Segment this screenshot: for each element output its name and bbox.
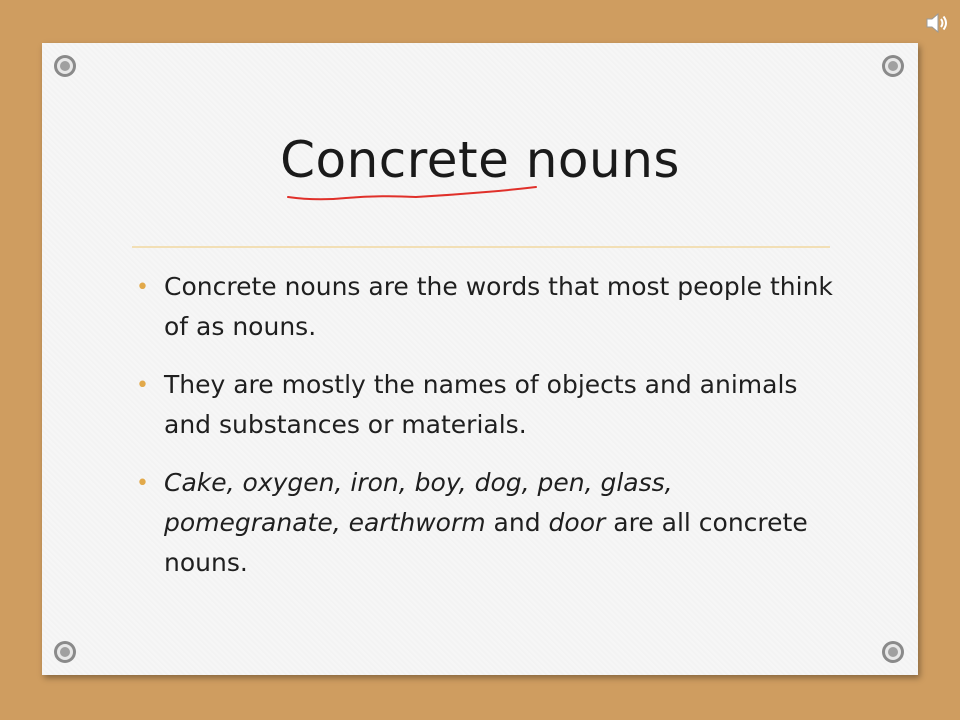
example-nouns: Cake, oxygen, iron, boy, dog, pen, glass, pomegranate, earthworm (164, 468, 673, 537)
pushpin-icon (52, 53, 78, 79)
list-item (132, 365, 852, 445)
bullet-dot-icon: • (136, 373, 149, 398)
list-item (132, 267, 852, 347)
pushpin-icon (880, 639, 906, 665)
title-divider (132, 246, 830, 248)
bullet-tail: are all concrete nouns. (164, 508, 808, 577)
bullet-text: They are mostly the names of objects and animals and substances or materials. (164, 370, 798, 439)
bullet-dot-icon: • (136, 471, 149, 496)
bullet-text: Concrete nouns are the words that most people think of as nouns. (164, 272, 833, 341)
bullet-list (132, 267, 852, 601)
slide-title: Concrete nouns (280, 131, 680, 189)
speaker-icon[interactable] (924, 10, 950, 36)
list-item (132, 463, 852, 583)
bullet-dot-icon: • (136, 275, 149, 300)
pushpin-icon (880, 53, 906, 79)
example-noun-door: door (548, 508, 606, 537)
slide-board (42, 43, 918, 675)
pushpin-icon (52, 639, 78, 665)
bullet-connector: and (485, 508, 549, 537)
handwritten-underline (286, 183, 538, 205)
